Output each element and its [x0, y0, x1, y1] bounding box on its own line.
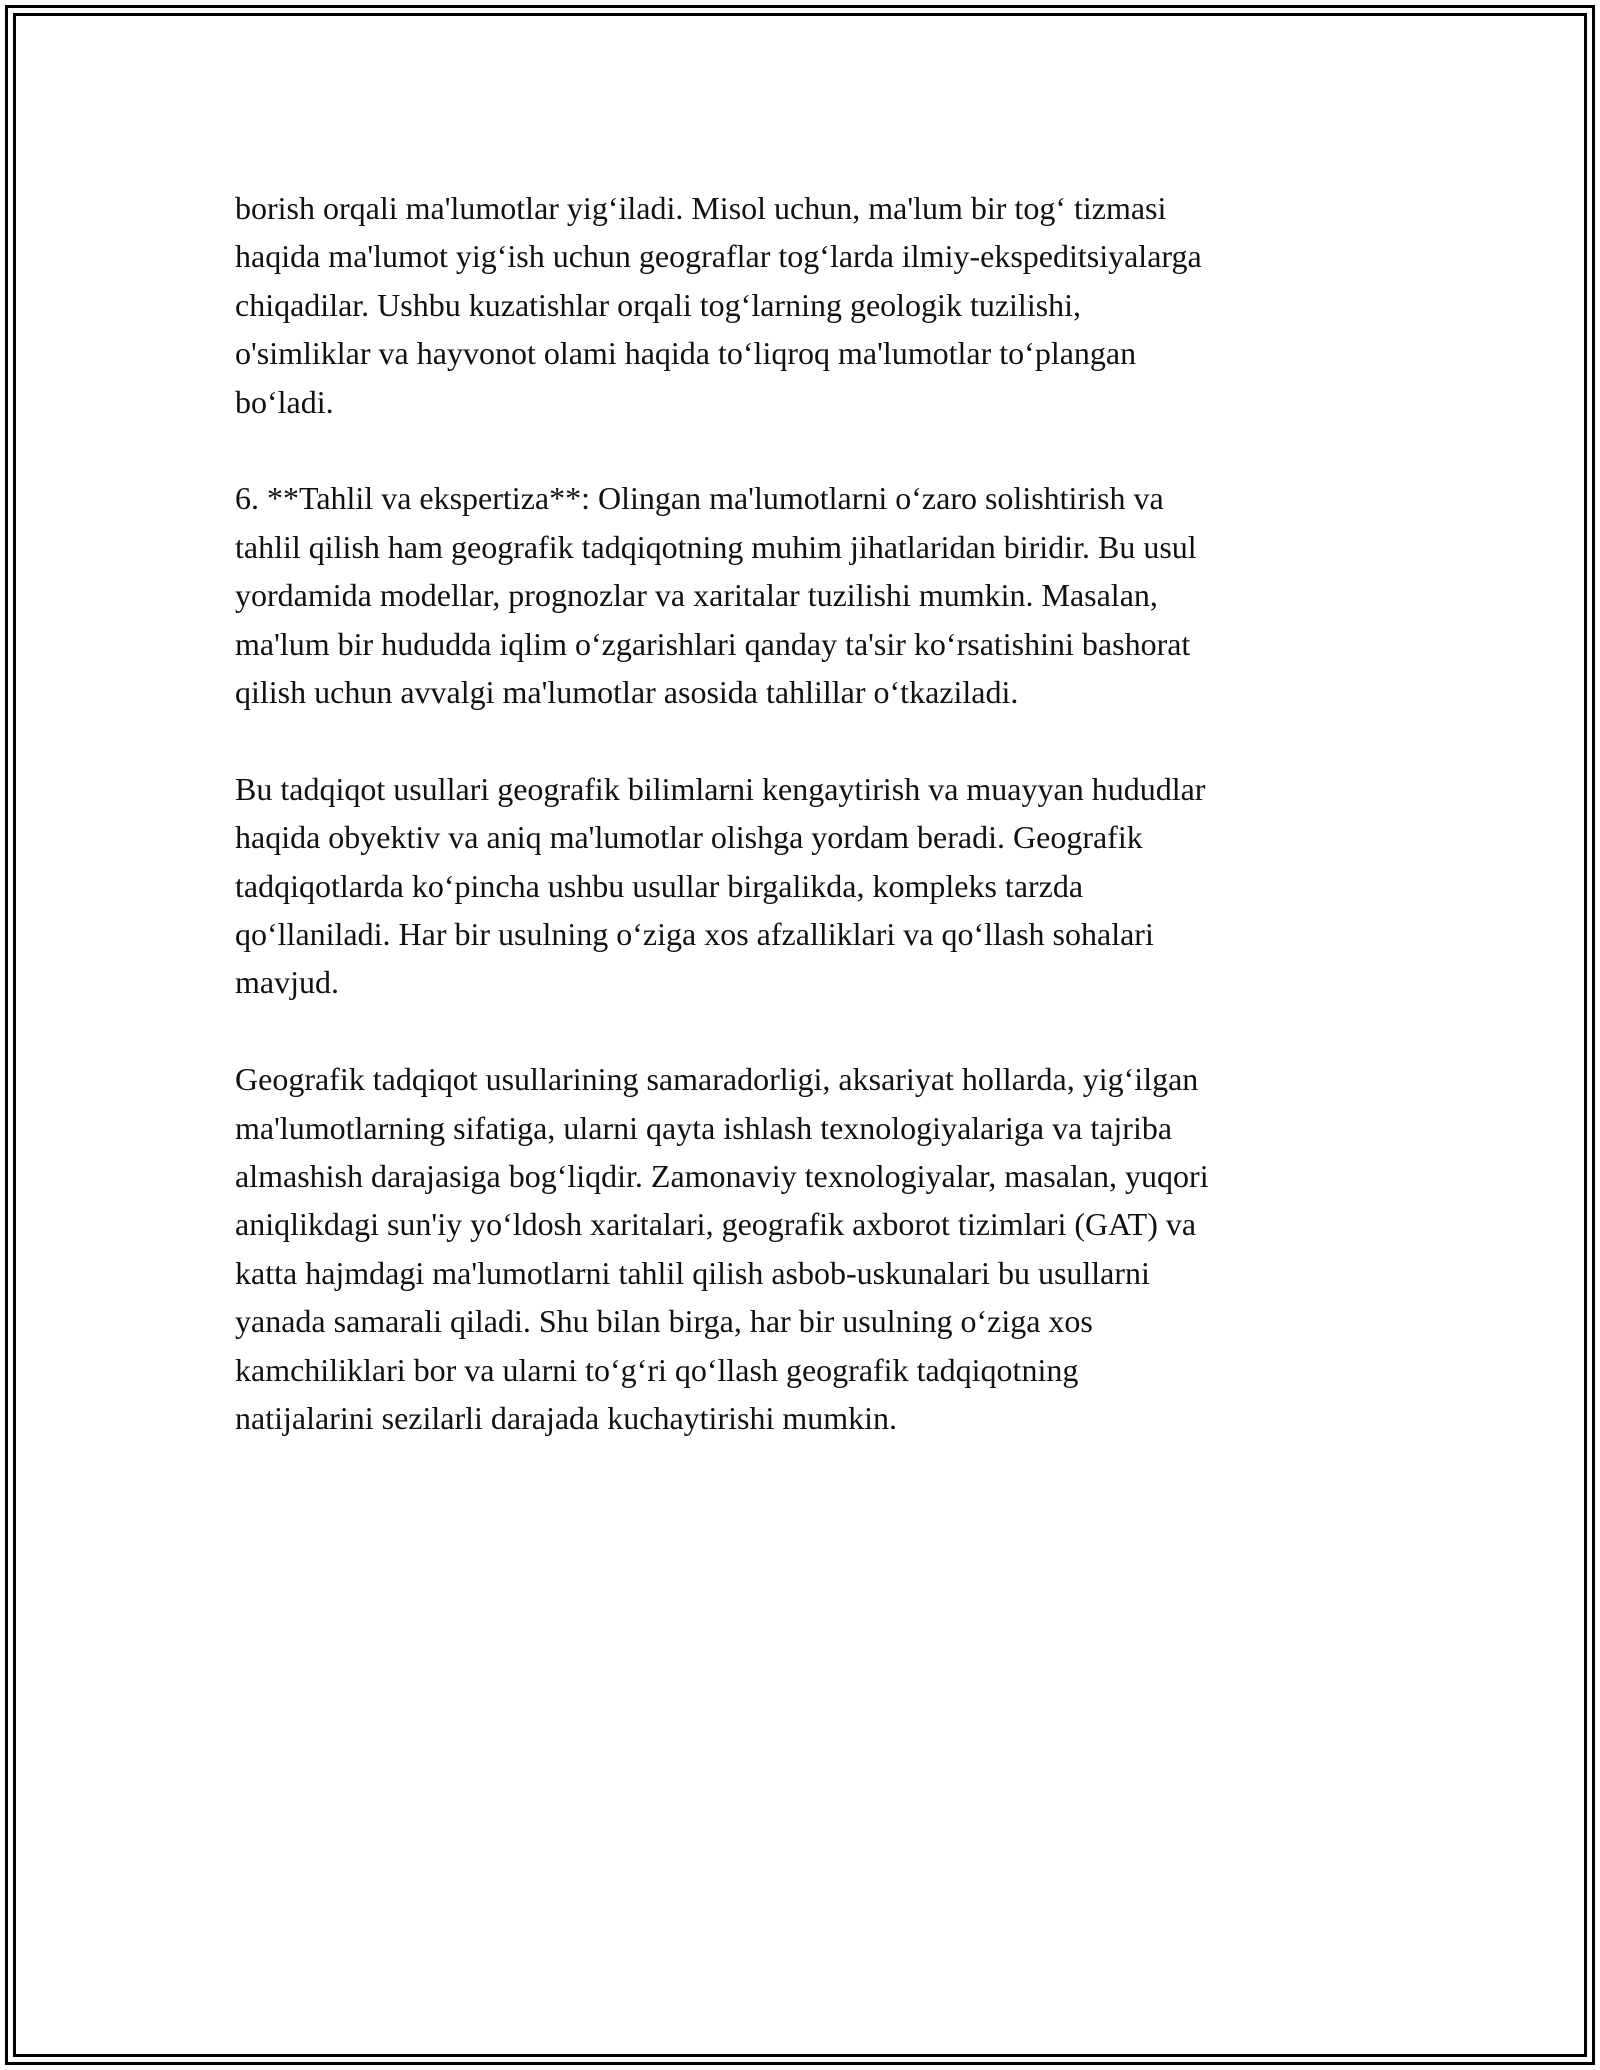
paragraph-field-observation	[235, 184, 1415, 426]
text-line: kamchiliklari bor va ularni to‘g‘ri qo‘llash geografik tadqiqotning	[235, 1351, 1079, 1388]
text-line: natijalarini sezilarli darajada kuchaytirishi mumkin.	[235, 1400, 897, 1437]
text-line: katta hajmdagi ma'lumotlarni tahlil qilish asbob-uskunalari bu usullarni	[235, 1254, 1150, 1291]
text-line: haqida ma'lumot yig‘ish uchun geograflar tog‘larda ilmiy-ekspeditsiyalarga	[235, 238, 1202, 275]
paragraph-methods-summary	[235, 765, 1415, 1007]
text-line: tahlil qilish ham geografik tadqiqotning muhim jihatlaridan biridir. Bu usul	[235, 528, 1197, 565]
document-body	[235, 184, 1415, 1491]
paragraph-analysis-expertise	[235, 474, 1415, 716]
text-line: 6. **Tahlil va ekspertiza**: Olingan ma'lumotlarni o‘zaro solishtirish va	[235, 480, 1164, 517]
text-line: qilish uchun avvalgi ma'lumotlar asosida tahlillar o‘tkaziladi.	[235, 674, 1019, 711]
text-line: yordamida modellar, prognozlar va xaritalar tuzilishi mumkin. Masalan,	[235, 577, 1158, 614]
text-line: haqida obyektiv va aniq ma'lumotlar olishga yordam beradi. Geografik	[235, 819, 1143, 856]
text-line: yanada samarali qiladi. Shu bilan birga, har bir usulning o‘ziga xos	[235, 1303, 1093, 1340]
text-line: Bu tadqiqot usullari geografik bilimlarni kengaytirish va muayyan hududlar	[235, 770, 1206, 807]
text-line: o'simliklar va hayvonot olami haqida to‘liqroq ma'lumotlar to‘plangan	[235, 335, 1137, 372]
text-line: aniqlikdagi sun'iy yo‘ldosh xaritalari, geografik axborot tizimlari (GAT) va	[235, 1206, 1197, 1243]
text-line: ma'lum bir hududda iqlim o‘zgarishlari qanday ta'sir ko‘rsatishini bashorat	[235, 625, 1191, 662]
text-line: tadqiqotlarda ko‘pincha ushbu usullar birgalikda, kompleks tarzda	[235, 867, 1084, 904]
text-line: ma'lumotlarning sifatiga, ularni qayta ishlash texnologiyalariga va tajriba	[235, 1109, 1173, 1146]
text-line: qo‘llaniladi. Har bir usulning o‘ziga xos afzalliklari va qo‘llash sohalari	[235, 916, 1154, 953]
text-line: chiqadilar. Ushbu kuzatishlar orqali tog‘larning geologik tuzilishi,	[235, 286, 1082, 323]
paragraph-effectiveness	[235, 1055, 1415, 1442]
text-line: almashish darajasiga bog‘liqdir. Zamonaviy texnologiyalar, masalan, yuqori	[235, 1158, 1209, 1195]
text-line: borish orqali ma'lumotlar yig‘iladi. Misol uchun, ma'lum bir tog‘ tizmasi	[235, 190, 1167, 226]
text-line: Geografik tadqiqot usullarining samaradorligi, aksariyat hollarda, yig‘ilgan	[235, 1061, 1199, 1098]
text-line: bo‘ladi.	[235, 383, 334, 420]
text-line: mavjud.	[235, 964, 339, 1001]
